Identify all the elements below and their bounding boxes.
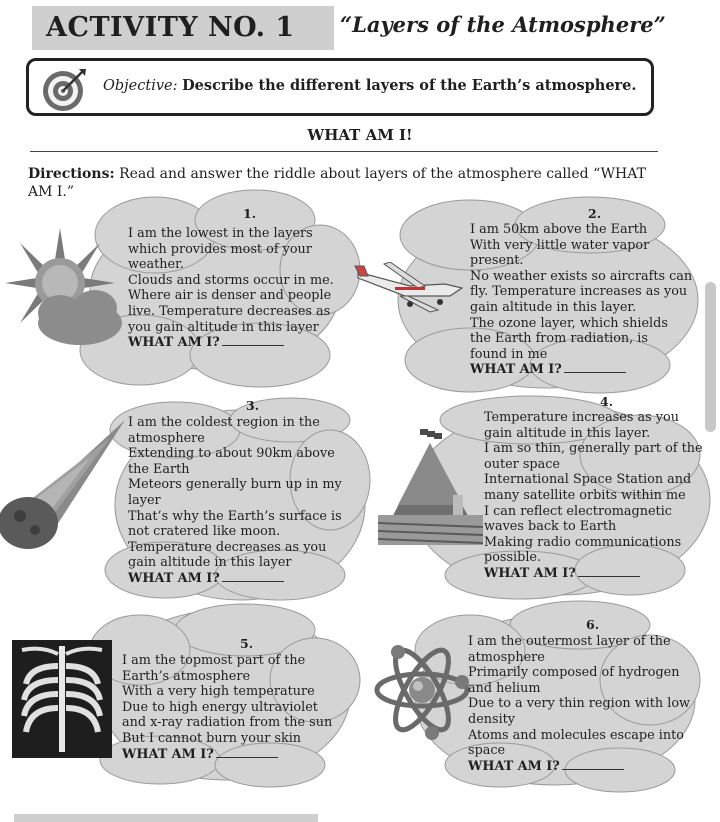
riddle-line: Temperature increases as you [484, 410, 679, 425]
riddle-line: the Earth [128, 461, 190, 477]
satellite-field-icon [378, 425, 483, 550]
riddle-1-number: 1. [243, 206, 257, 221]
objective-statement: Describe the different layers of the Earth’s atmosphere. [182, 77, 637, 94]
riddle-line: Earth’s atmosphere [122, 668, 251, 684]
answer-blank-6[interactable] [562, 768, 624, 770]
riddle-2-question: WHAT AM I? [470, 362, 562, 378]
answer-blank-4[interactable] [578, 575, 640, 577]
riddle-line: outer space [484, 456, 560, 472]
riddle-line: That’s why the Earth’s surface is [128, 508, 342, 524]
riddle-line: atmosphere [128, 430, 205, 446]
riddle-line: I am the coldest region in the [128, 415, 320, 430]
riddle-line: space [468, 743, 506, 759]
riddle-line: With a very high temperature [122, 684, 315, 700]
riddle-line: and x-ray radiation from the sun [122, 715, 333, 731]
riddle-line: present. [470, 253, 524, 269]
answer-blank-5[interactable] [216, 756, 278, 758]
answer-blank-2[interactable] [564, 371, 626, 373]
airplane-icon [350, 262, 470, 318]
answer-blank-1[interactable] [222, 344, 284, 346]
riddle-line: not cratered like moon. [128, 524, 281, 540]
riddle-line: which provides most of your [128, 241, 312, 257]
riddle-1-question: WHAT AM I? [128, 335, 220, 351]
answer-blank-3[interactable] [222, 580, 284, 582]
activity-subtitle: “Layers of the Atmosphere” [340, 12, 666, 37]
riddle-line: No weather exists so aircrafts can [470, 268, 693, 284]
riddle-line: density [468, 711, 516, 727]
riddle-line: Where air is denser and people [128, 288, 332, 304]
riddle-6-question: WHAT AM I? [468, 758, 560, 774]
riddle-line: I can reflect electromagnetic [484, 503, 672, 519]
riddle-line: Temperature decreases as you [128, 539, 327, 555]
riddle-line: But I cannot burn your skin [122, 730, 302, 746]
riddle-line: Primarily composed of hydrogen [468, 665, 680, 681]
riddle-line: Atoms and molecules escape into [468, 727, 684, 743]
sun-cloud-icon [0, 228, 128, 358]
riddle-4-number: 4. [600, 394, 614, 409]
riddle-line: many satellite orbits within me [484, 487, 686, 503]
riddle-line: I am the lowest in the layers [128, 226, 313, 241]
riddle-line: I am so thin, generally part of the [484, 441, 703, 457]
riddle-line: gain altitude in this layer [128, 555, 292, 571]
riddle-line: the Earth from radiation, is [470, 331, 648, 347]
riddle-2-number: 2. [588, 206, 602, 221]
scrollbar-thumb[interactable] [705, 282, 716, 432]
riddle-6-number: 6. [586, 617, 600, 632]
riddle-line: waves back to Earth [484, 519, 617, 535]
atom-icon [372, 630, 472, 748]
riddle-line: I am 50km above the Earth [470, 222, 648, 237]
riddle-line: I am the topmost part of the [122, 653, 306, 668]
riddle-5-number: 5. [240, 636, 254, 651]
riddle-line: weather. [128, 257, 184, 273]
riddle-line: Extending to about 90km above [128, 446, 335, 462]
riddle-line: With very little water vapor [470, 237, 650, 253]
riddle-line: layer [128, 492, 161, 508]
riddle-line: International Space Station and [484, 472, 692, 488]
riddle-3-number: 3. [246, 398, 260, 413]
footer-bar [14, 814, 318, 822]
riddle-2-text [470, 222, 692, 378]
riddle-3-text [128, 415, 342, 587]
riddle-4-question: WHAT AM I? [484, 565, 576, 581]
riddle-4-text [484, 410, 703, 582]
riddle-line: Clouds and storms occur in me. [128, 272, 334, 288]
riddle-line: and helium [468, 680, 541, 696]
riddle-line: Meteors generally burn up in my [128, 477, 342, 493]
directions-label: Directions: [28, 166, 115, 182]
section-title: WHAT AM I! [307, 126, 413, 144]
riddle-line: gain altitude in this layer. [484, 425, 651, 441]
riddle-line: The ozone layer, which shields [470, 315, 668, 331]
riddle-1-text [128, 226, 334, 351]
riddle-line: Making radio communications [484, 534, 682, 550]
meteor-icon [0, 418, 130, 558]
riddle-line: found in me [470, 346, 548, 362]
riddle-line: possible. [484, 550, 542, 566]
activity-title: ACTIVITY NO. 1 [32, 6, 334, 50]
riddle-line: you gain altitude in this layer [128, 319, 319, 335]
riddle-line: I am the outermost layer of the [468, 634, 671, 649]
riddle-5-text [122, 653, 332, 762]
riddle-line: live. Temperature decreases as [128, 303, 331, 319]
objective-label: Objective: [103, 78, 178, 94]
riddle-6-text [468, 634, 690, 774]
riddle-line: atmosphere [468, 649, 545, 665]
riddle-line: gain altitude in this layer. [470, 299, 637, 315]
riddle-3-question: WHAT AM I? [128, 570, 220, 586]
riddle-line: Due to a very thin region with low [468, 696, 690, 712]
directions-text: Read and answer the riddle about layers of the atmosphere called “WHAT AM I.” [28, 166, 646, 200]
xray-icon [12, 640, 112, 758]
riddle-line: Due to high energy ultraviolet [122, 699, 318, 715]
riddle-line: fly. Temperature increases as you [470, 284, 688, 300]
riddle-5-question: WHAT AM I? [122, 746, 214, 762]
